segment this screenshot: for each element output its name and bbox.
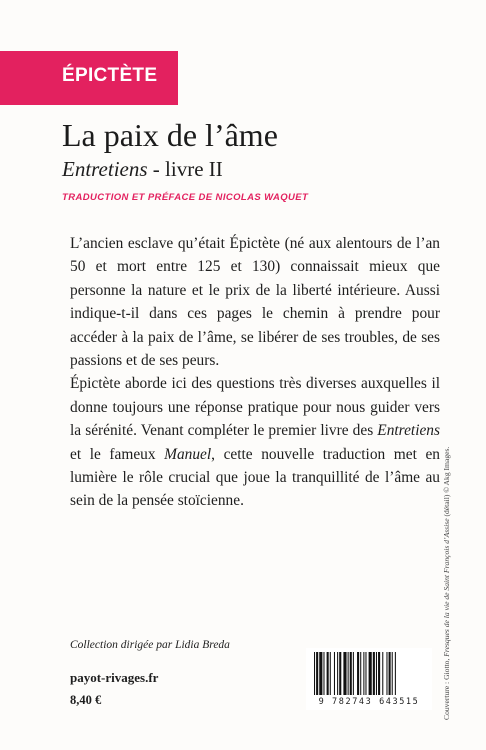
barcode-stripe <box>363 652 364 695</box>
barcode-stripe <box>392 652 393 695</box>
collection-note: Collection dirigée par Lidia Breda <box>70 639 230 651</box>
barcode-stripe <box>334 652 335 695</box>
barcode-stripe <box>343 652 346 695</box>
barcode-stripe <box>369 652 372 695</box>
author-name: ÉPICTÈTE <box>62 65 158 86</box>
blurb-emphasis-manuel: Manuel <box>164 445 212 463</box>
barcode-stripe <box>339 652 341 695</box>
barcode-stripe <box>314 652 315 695</box>
back-cover-blurb <box>70 232 440 513</box>
book-subtitle <box>62 157 223 181</box>
barcode-stripe <box>316 652 318 695</box>
blurb-paragraph-2 <box>70 372 440 512</box>
barcode-bars <box>310 652 428 698</box>
barcode-stripe <box>327 652 329 695</box>
barcode-stripe <box>376 652 377 695</box>
translation-credit: TRADUCTION ET PRÉFACE DE NICOLAS WAQUET <box>62 192 309 203</box>
barcode-stripe <box>357 652 359 695</box>
subtitle-work: Entretiens <box>62 157 148 181</box>
price-label: 8,40 € <box>70 693 102 707</box>
barcode-stripe <box>330 652 331 695</box>
book-title: La paix de l’âme <box>62 117 278 153</box>
barcode <box>306 648 432 710</box>
barcode-stripe <box>348 652 349 695</box>
barcode-stripe <box>386 652 387 695</box>
blurb-emphasis-entretiens: Entretiens <box>377 422 440 440</box>
credit-suffix: (détail) © Akg Images. <box>442 446 451 519</box>
barcode-stripe <box>323 652 324 695</box>
blurb-text: , cette nouvelle traduction met en lumière le rôle crucial que joue la tranquillité de l’âme au sein de la pensée stoïcienne. <box>70 445 440 510</box>
cover-image-credit <box>442 240 451 720</box>
blurb-text: et le fameux <box>70 445 165 463</box>
barcode-stripe <box>373 652 375 695</box>
barcode-stripe <box>365 652 366 695</box>
barcode-stripe <box>353 652 354 695</box>
blurb-text: Épictète aborde ici des questions très diverses auxquelles il donne toujours une réponse pratique pour nous guider vers la sérénité. Venant compléter le premier livre des <box>70 375 440 440</box>
barcode-stripe <box>389 652 391 695</box>
barcode-stripe <box>337 652 338 695</box>
barcode-stripe <box>378 652 380 695</box>
isbn-number: 9 782743 643515 <box>318 697 420 707</box>
barcode-stripe <box>382 652 383 695</box>
blurb-paragraph-1: L’ancien esclave qu’était Épictète (né aux alentours de l’an 50 et mort entre 125 et 130) connaissait mieux que personne la nature et le prix de la liberté intérieure. Aussi indique-t-il dans ces pages le chemin à prendre pour accéder à la paix de l’âme, se libérer de ses troubles, de ses passions et de ses peurs. <box>70 235 440 370</box>
barcode-stripe <box>395 652 396 695</box>
credit-prefix: Couverture : Giotto, <box>442 656 451 720</box>
barcode-stripe <box>360 652 361 695</box>
publisher-website: payot-rivages.fr <box>70 670 159 685</box>
barcode-stripe <box>319 652 322 695</box>
subtitle-volume: - livre II <box>147 157 223 181</box>
credit-work-title: Fresques de la vie de Saint François d’Assise <box>442 518 451 657</box>
barcode-stripe <box>350 652 352 695</box>
author-band <box>0 51 178 105</box>
